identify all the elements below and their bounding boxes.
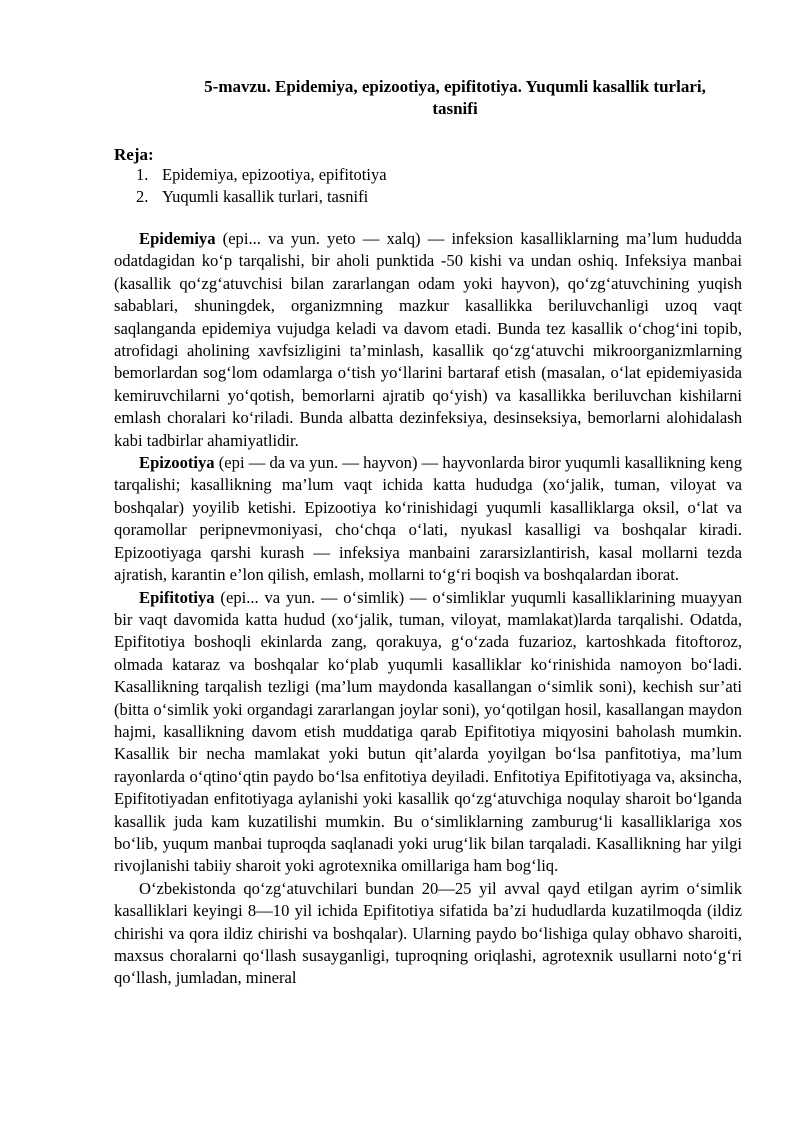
paragraph-epidemiya [114,228,742,452]
paragraph-text: O‘zbekistonda qo‘zg‘atuvchilari bundan 20—25 yil avval qayd etilgan ayrim o‘simlik kasalliklari keyingi 8—10 yil ichida Epifitotiya sifatida ba’zi hududlarda kuzatilmoqda (ildiz chirishi va qora ildiz chirishi va boshqalar). Ularning paydo bo‘lishiga qulay obhavo sharoiti, maxsus choralarni qo‘llash susayganligi, tuproqning oriqlashi, agrotexnik usullarni noto‘g‘ri qo‘llash, jumladan, mineral [114,878,742,988]
term-epifitotiya: Epifitotiya [139,587,215,607]
page-title [160,76,750,120]
term-epidemiya: Epidemiya [139,229,216,248]
paragraph-ozbekiston [114,878,742,990]
paragraph-epifitotiya [114,587,742,878]
plan-item [136,164,736,186]
plan-item-text: Epidemiya, epizootiya, epifitotiya [162,165,387,184]
paragraph-text: (epi — da va yun. — hayvon) — hayvonlarda biror yuqumli kasallikning keng tarqalishi; kasallikning ma’lum vaqt ichida katta hududga (xo‘jalik, tuman, viloyat va boshqalar) yoyilib ketishi. Epizootiya ko‘rinishidagi yuqumli kasalliklarga oksil, o‘lat va qoramollar peripnevmoniyasi, cho‘chqa o‘lati, nyukasl kasalligi va boshqalar kiradi. Epizootiyaga qarshi kurash — infeksiya manbaini zararsizlantirish, kasal mollarni tezda ajratish, karantin e’lon qilish, emlash, mollarni to‘g‘ri boqish va boshqalardan iborat. [114,453,742,585]
paragraph-text: (epi... va yun. — o‘simlik) — o‘simliklar yuqumli kasalliklarining muayyan bir vaqt davomida katta hudud (xo‘jalik, tuman, viloyat, mamlakat)larda tarqalishi. Odatda, Epifitotiya boshoqli ekinlarda zang, qorakuya, g‘o‘zada fuzarioz, kartoshkada fitoftoroz, olmada kataraz va boshqalar ko‘plab yuqumli kasalliklar ko‘rinishida namoyon bo‘ladi. Kasallikning tarqalish tezligi (ma’lum maydonda kasallangan o‘simlik soni), kechish sur’ati (bitta o‘simlik yoki organdagi zararlangan joylar soni), yo‘qotilgan hosil, kasallangan maydon hajmi, kasallikning davom etish muddatiga qarab Epifitotiya miqyosini baholash mumkin. Kasallik bir necha mamlakat yoki butun qit’alarda yoyilgan bo‘lsa panfitotiya, ma’lum rayonlarda o‘qtino‘qtin paydo bo‘lsa enfitotiya deyiladi. Enfitotiya Epifitotiyaga va, aksincha, Epifitotiyadan enfitotiyaga aylanishi yoki kasallik qo‘zg‘atuvchiga noqulay sharoit bo‘lganda kasallik juda kam kuzatilishi mumkin. Bu o‘simliklarning zamburug‘li kasalliklariga xos bo‘lib, yuqum manbai tuproqda saqlanadi yoki urug‘lik bilan tarqaladi. Kasallikning har yilgi rivojlanishi tabiiy sharoit yoki agrotexnika omillariga ham bog‘liq. [114,587,742,876]
term-epizootiya: Epizootiya [139,453,215,473]
document-body [114,228,742,990]
title-line-1: 5-mavzu. Epidemiya, epizootiya, epifitotiya. Yuqumli kasallik turlari, [204,77,706,96]
paragraph-text: (epi... va yun. yeto — xalq) — infeksion kasalliklarning ma’lum hududda odatdagidan ko‘p tarqalishi, bir aholi punktida -50 kishi va undan oshiq. Infeksiya manbai (kasallik qo‘zg‘atuvchisi bilan zararlangan odam yoki hayvon), qo‘zg‘atuvchining yuqish sabablari, shuningdek, organizmning mazkur kasallikka beriluvchanligi uzoq vaqt saqlanganda epidemiya vujudga keladi va davom etadi. Bunda tez kasallik o‘chog‘ini topib, atrofidagi aholining xavfsizligini ta’minlash, kasallik qo‘zg‘atuvchi mikroorganizmlarning bemorlardan sog‘lom odamlarga o‘tish yo‘llarini bartaraf etish (masalan, o‘lat epidemiyasida kemiruvchilarni yo‘qotish, bemorlarni ajratib qo‘yish) va kasallikka beriluvchan kishilarni emlash choralari ko‘riladi. Bunda albatta dezinfeksiya, desinseksiya, bemorlarni alohidalash kabi tadbirlar ahamiyatlidir. [114,229,742,450]
plan-heading: Reja: [114,145,154,164]
plan-item-text: Yuqumli kasallik turlari, tasnifi [162,187,369,206]
plan-list [136,164,736,208]
title-line-2: tasnifi [432,99,478,118]
paragraph-epizootiya [114,452,742,586]
plan-item [136,186,736,208]
plan-item-number: 1. [136,165,149,184]
plan-item-number: 2. [136,187,149,206]
